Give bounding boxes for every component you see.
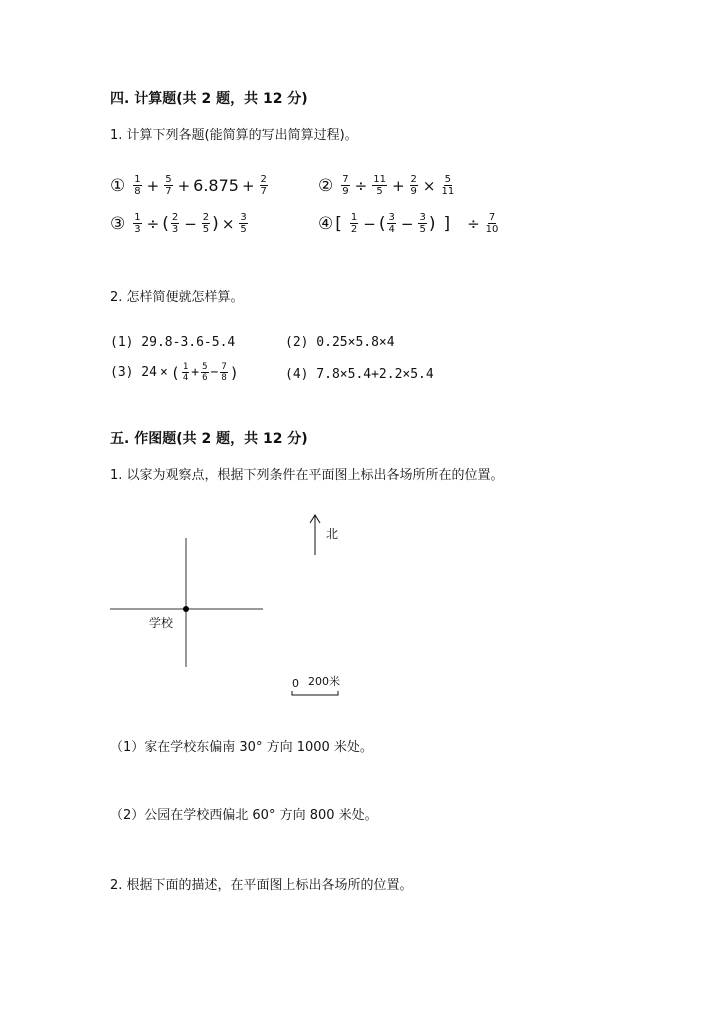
decimal-number: 6.875 bbox=[193, 176, 239, 195]
problem-2-2: (2) 0.25×5.8×4 bbox=[285, 335, 395, 350]
problem-2-3: (3) 24 × ( $\frac{1}{4}$ + $\frac{5}{6}$ − $\frac{7}{8}$ ) bbox=[110, 362, 239, 383]
section4-title: 四. 计算题(共 2 题，共 12 分) bbox=[110, 91, 308, 107]
scale-bar bbox=[292, 691, 338, 695]
fraction: $\frac{1}{4}$ bbox=[182, 362, 189, 383]
fraction: $\frac{1}{8}$ bbox=[134, 174, 141, 197]
fraction: $\frac{3}{5}$ bbox=[419, 212, 426, 235]
fraction: $\frac{7}{9}$ bbox=[342, 174, 349, 197]
section5-title: 五. 作图题(共 2 题，共 12 分) bbox=[110, 431, 308, 447]
scale-label: 200米 bbox=[308, 675, 340, 688]
circled-number-2: ② bbox=[318, 175, 334, 196]
fraction: $\frac{2}{9}$ bbox=[410, 174, 417, 197]
north-label: 北 bbox=[326, 527, 339, 541]
school-label: 学校 bbox=[149, 616, 174, 630]
problem-1-2: ② $\frac{7}{9}$ ÷ $\frac{11}{5}$ + $\frac{2}{9}$ × $\frac{5}{11}$ bbox=[318, 174, 455, 197]
fraction: $\frac{2}{3}$ bbox=[171, 212, 179, 235]
fraction: $\frac{7}{10}$ bbox=[485, 212, 499, 235]
fraction: $\frac{2}{5}$ bbox=[202, 212, 210, 235]
fraction: $\frac{3}{5}$ bbox=[240, 212, 247, 235]
fraction: $\frac{5}{7}$ bbox=[165, 174, 172, 197]
s5-q2-prompt: 2. 根据下面的描述，在平面图上标出各场所的位置。 bbox=[110, 878, 413, 893]
problem-1-3: ③ $\frac{1}{3}$ ÷ ( $\frac{2}{3}$ − $\frac{2}{5}$ ) × $\frac{3}{5}$ bbox=[110, 212, 247, 235]
problem-2-1: (1) 29.8-3.6-5.4 bbox=[110, 335, 236, 350]
problem-2-4: (4) 7.8×5.4+2.2×5.4 bbox=[285, 367, 434, 382]
circled-number-4: ④ bbox=[318, 213, 334, 234]
q2-prompt: 2. 怎样简便就怎样算。 bbox=[110, 290, 244, 305]
s5-q1-sub1: （1）家在学校东偏南 30° 方向 1000 米处。 bbox=[110, 740, 373, 755]
s5-q1-sub2: （2）公园在学校西偏北 60° 方向 800 米处。 bbox=[110, 808, 378, 823]
fraction: $\frac{7}{8}$ bbox=[221, 362, 227, 383]
scale-zero: 0 bbox=[292, 677, 299, 690]
s5-q1-prompt: 1. 以家为观察点，根据下列条件在平面图上标出各场所所在的位置。 bbox=[110, 468, 504, 483]
circled-number-1: ① bbox=[110, 175, 126, 196]
fraction: $\frac{1}{2}$ bbox=[350, 212, 358, 235]
fraction: $\frac{3}{4}$ bbox=[388, 212, 395, 235]
fraction: $\frac{5}{6}$ bbox=[202, 362, 208, 383]
q1-prompt: 1. 计算下列各题(能简算的写出简算过程)。 bbox=[110, 128, 358, 143]
problem-1-1: ① $\frac{1}{8}$ + $\frac{5}{7}$ + 6.875 + $\frac{2}{7}$ bbox=[110, 174, 267, 197]
problem-1-4: ④ [ $\frac{1}{2}$ − ( $\frac{3}{4}$ − $\frac{3}{5}$ ) ] ÷ $\frac{7}{10}$ bbox=[318, 212, 499, 235]
fraction: $\frac{11}{5}$ bbox=[373, 174, 386, 197]
circled-number-3: ③ bbox=[110, 213, 126, 234]
fraction: $\frac{5}{11}$ bbox=[441, 174, 455, 197]
map-diagram bbox=[100, 505, 360, 705]
fraction: $\frac{2}{7}$ bbox=[260, 174, 267, 197]
fraction: $\frac{1}{3}$ bbox=[134, 212, 141, 235]
school-point bbox=[183, 606, 189, 612]
